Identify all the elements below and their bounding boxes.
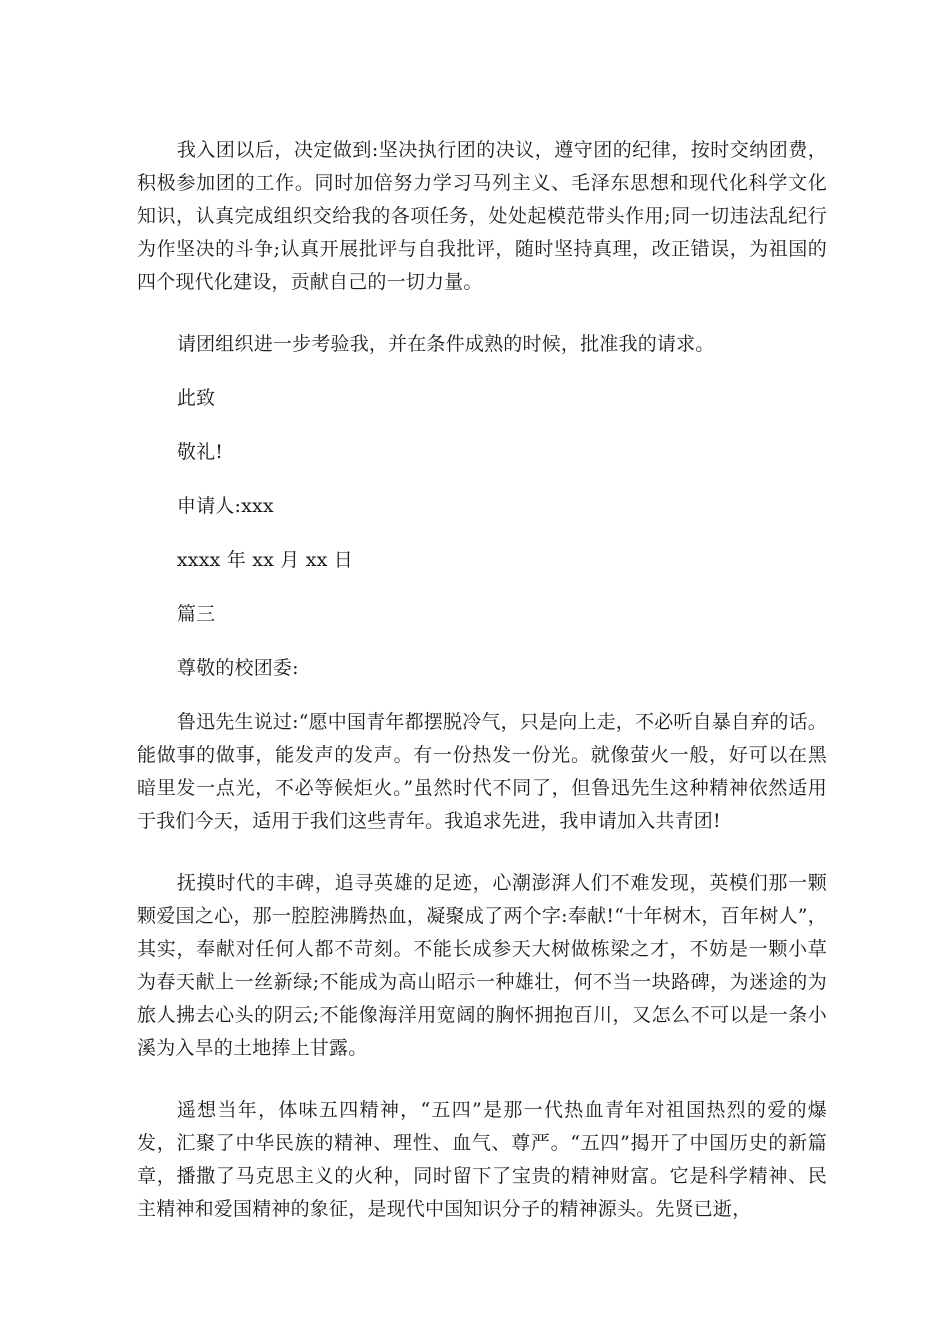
- closing-respect: 敬礼!: [176, 441, 224, 463]
- letter-greeting: 尊敬的校团委:: [176, 657, 299, 679]
- paragraph-commitment: 我入团以后，决定做到:坚决执行团的决议，遵守团的纪律，按时交纳团费，积极参加团的工作。同时加倍努力学习马列主义、毛泽东思想和现代化科学文化知识，认真完成组织交给我的各项任务，处处起模范带头作用;同一切违法乱纪行为作坚决的斗争;认真开展批评与自我批评，随时坚持真理，改正错误，为祖国的四个现代化建设，贡献自己的一切力量。: [137, 139, 827, 293]
- date-line: xxxx 年 xx 月 xx 日: [176, 549, 354, 571]
- paragraph-dedication: 抚摸时代的丰碑，追寻英雄的足迹，心潮澎湃人们不难发现，英模们那一颗颗爱国之心，那一腔腔沸腾热血，凝聚成了两个字:奉献!“十年树木，百年树人”，其实，奉献对任何人都不苛刻。不能长成参天大树做栋梁之才，不妨是一颗小草为春天献上一丝新绿;不能成为高山昭示一种雄壮，何不当一块路碑，为迷途的为旅人拂去心头的阴云;不能像海洋用宽阔的胸怀拥抱百川，又怎么不可以是一条小溪为入旱的土地捧上甘露。: [137, 872, 827, 1059]
- section-heading: 篇三: [176, 603, 216, 625]
- document-body: [137, 134, 827, 1255]
- paragraph-luxun-quote: 鲁迅先生说过:“愿中国青年都摆脱冷气，只是向上走，不必听自暴自弃的话。能做事的做事，能发声的发声。有一份热发一份光。就像萤火一般，好可以在黑暗里发一点光，不必等候炬火。”虽然时代不同了，但鲁迅先生这种精神依然适用于我们今天，适用于我们这些青年。我追求先进，我申请加入共青团!: [137, 711, 828, 832]
- closing-salutation: 此致: [176, 387, 216, 409]
- paragraph-may-fourth: 遥想当年，体味五四精神，“五四”是那一代热血青年对祖国热烈的爱的爆发，汇聚了中华民族的精神、理性、血气、尊严。“五四”揭开了中国历史的新篇章，播撒了马克思主义的火种，同时留下了宝贵的精神财富。它是科学精神、民主精神和爱国精神的象征，是现代中国知识分子的精神源头。先贤已逝，: [137, 1099, 827, 1220]
- applicant-signature: 申请人:xxx: [176, 495, 274, 517]
- paragraph-request: 请团组织进一步考验我，并在条件成熟的时候，批准我的请求。: [176, 333, 715, 355]
